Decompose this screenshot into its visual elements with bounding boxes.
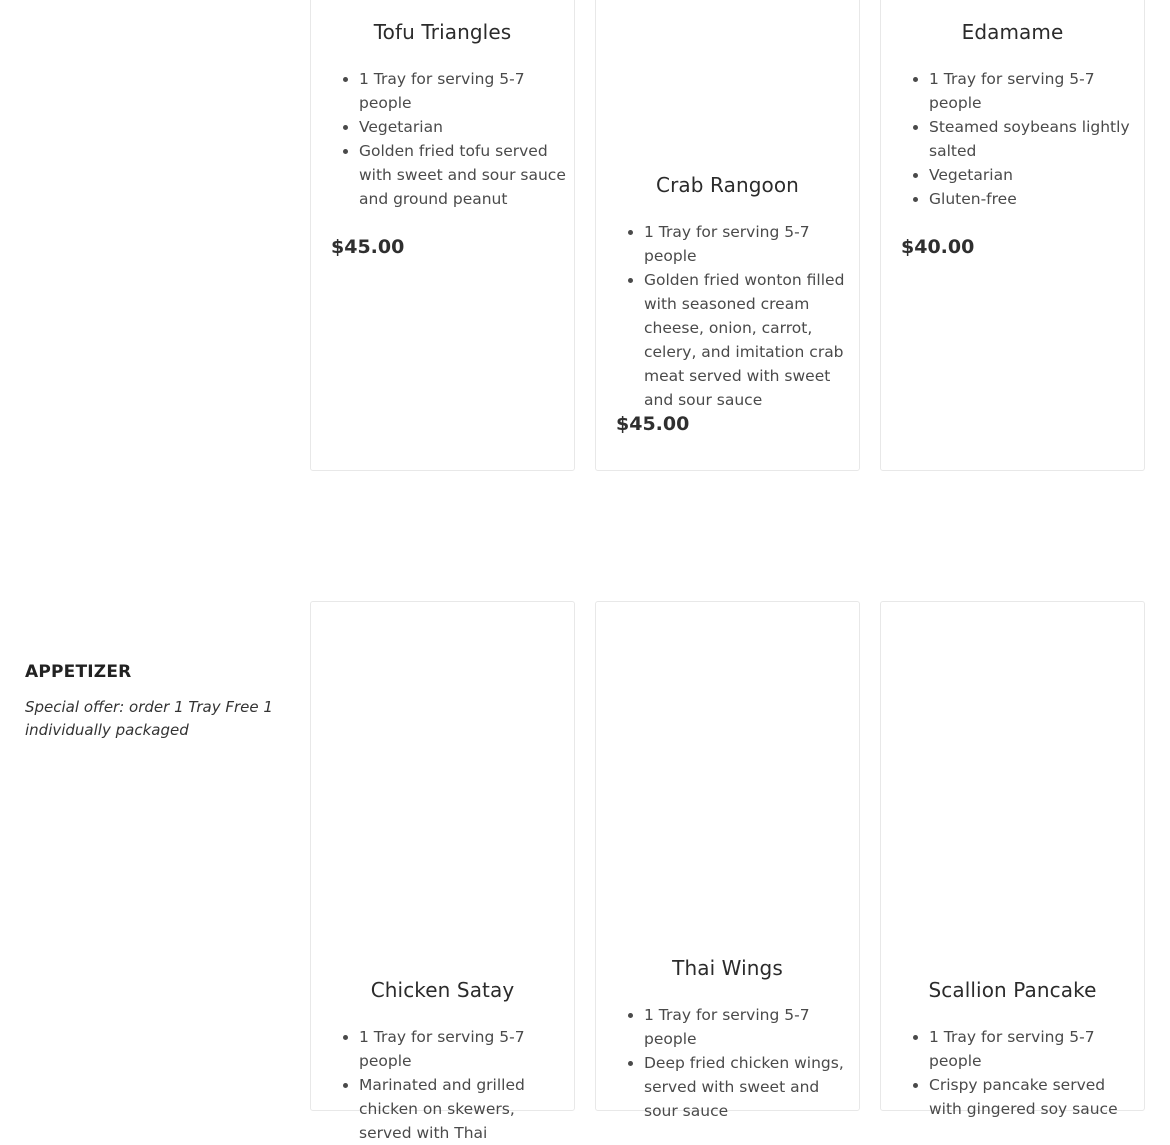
- menu-item-card-scallion-pancake[interactable]: [880, 601, 1145, 1118]
- menu-item-card-edamame[interactable]: [880, 0, 1145, 471]
- menu-item-detail: • 1 Tray for serving 5-7 people: [359, 1025, 572, 1073]
- menu-item-detail: • 1 Tray for serving 5-7 people: [644, 1003, 857, 1051]
- menu-item-details: [929, 1025, 1142, 1121]
- menu-item-detail: • Golden fried tofu served with sweet and sour sauce and ground peanut: [359, 139, 572, 211]
- menu-item-detail: • 1 Tray for serving 5-7 people: [929, 67, 1142, 115]
- menu-item-detail: • 1 Tray for serving 5-7 people: [644, 220, 857, 268]
- menu-item-detail: • Marinated and grilled chicken on skewers, served with Thai: [359, 1073, 572, 1145]
- menu-item-name: Tofu Triangles: [373, 20, 512, 44]
- menu-item-name: Edamame: [961, 20, 1064, 44]
- menu-item-details: [644, 1003, 857, 1123]
- menu-item-price: $45.00: [331, 236, 405, 258]
- menu-item-card-chicken-satay[interactable]: [310, 601, 575, 1142]
- menu-item-name: Chicken Satay: [370, 978, 515, 1002]
- menu-item-detail: • Golden fried wonton filled with seasoned cream cheese, onion, carrot, celery, and imitation crab meat served with sweet and sour sauce: [644, 268, 857, 412]
- menu-item-card-thai-wings[interactable]: [595, 601, 860, 1120]
- menu-item-name: Crab Rangoon: [656, 173, 799, 197]
- menu-item-detail: • 1 Tray for serving 5-7 people: [929, 1025, 1142, 1073]
- menu-item-card-tofu-triangles[interactable]: [310, 0, 575, 471]
- menu-item-detail: • Deep fried chicken wings, served with sweet and sour sauce: [644, 1051, 857, 1123]
- menu-item-name: Thai Wings: [672, 956, 783, 980]
- menu-item-detail: • Vegetarian: [359, 115, 572, 139]
- menu-item-detail: • 1 Tray for serving 5-7 people: [359, 67, 572, 115]
- menu-item-detail: • Crispy pancake served with gingered soy sauce: [929, 1073, 1142, 1121]
- menu-item-details: [359, 1025, 572, 1145]
- menu-item-details: [359, 67, 572, 211]
- menu-item-name: Scallion Pancake: [928, 978, 1097, 1002]
- menu-item-card-crab-rangoon[interactable]: [595, 0, 860, 471]
- section-title: APPETIZER: [25, 662, 132, 682]
- section-description: Special offer: order 1 Tray Free 1 individually packaged: [25, 698, 273, 739]
- menu-item-detail: • Steamed soybeans lightly salted: [929, 115, 1142, 163]
- menu-item-detail: • Vegetarian: [929, 163, 1142, 187]
- menu-item-details: [929, 67, 1142, 211]
- menu-item-price: $45.00: [616, 413, 690, 435]
- menu-item-details: [644, 220, 857, 412]
- menu-item-detail: • Gluten-free: [929, 187, 1142, 211]
- menu-item-price: $40.00: [901, 236, 975, 258]
